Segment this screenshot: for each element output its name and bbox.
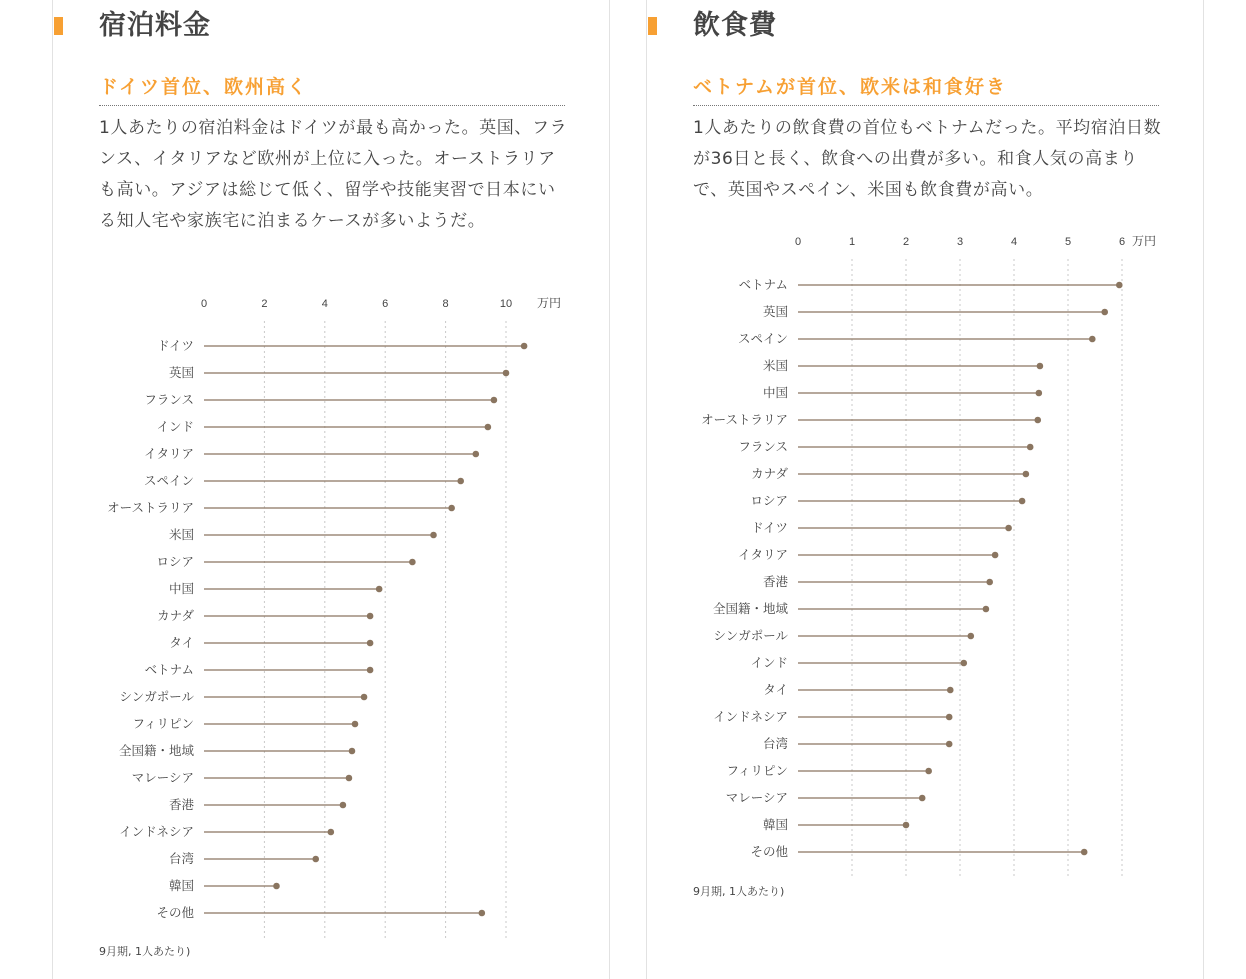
tick-label: 0 [200, 298, 208, 310]
category-label: マレーシア [131, 770, 194, 785]
data-point [479, 910, 486, 917]
category-label: オーストラリア [107, 500, 194, 515]
data-point [367, 640, 374, 647]
data-point [992, 552, 999, 559]
tick-label: 2 [902, 236, 910, 248]
category-label: ロシア [156, 554, 194, 569]
data-point [1034, 417, 1041, 424]
data-point [946, 714, 953, 721]
category-label: イタリア [737, 547, 788, 562]
subtitle: ベトナムが首位、欧米は和食好き [693, 72, 1159, 106]
category-label: フランス [144, 392, 194, 407]
data-point [1036, 390, 1043, 397]
data-point [1081, 849, 1088, 856]
data-point [352, 721, 359, 728]
subtitle: ドイツ首位、欧州高く [99, 72, 565, 106]
food-chart [647, 228, 1203, 888]
data-point [457, 478, 464, 485]
tick-label: 10 [499, 298, 513, 310]
data-point [448, 505, 455, 512]
page-title: 飲食費 [693, 10, 777, 41]
tick-label: 8 [442, 298, 449, 310]
category-label: 全国籍・地域 [712, 601, 788, 616]
category-label: 中国 [168, 581, 194, 596]
title-accent-bar [648, 17, 657, 35]
category-label: 韓国 [168, 878, 194, 893]
category-label: フィリピン [132, 716, 194, 731]
tick-label: 1 [848, 236, 856, 248]
data-point [903, 822, 910, 829]
right-card [646, 0, 1204, 979]
data-point [409, 559, 416, 566]
category-label: ドイツ [751, 520, 788, 535]
category-label: ドイツ [157, 338, 194, 353]
data-point [376, 586, 383, 593]
category-label: その他 [156, 905, 194, 920]
data-point [968, 633, 975, 640]
tick-label: 5 [1064, 236, 1072, 248]
category-label: スペイン [143, 473, 194, 488]
category-label: タイ [169, 635, 194, 650]
category-label: フィリピン [726, 763, 788, 778]
data-point [983, 606, 990, 613]
data-point [491, 397, 498, 404]
category-label: 全国籍・地域 [118, 743, 194, 758]
data-point [346, 775, 353, 782]
data-point [1019, 498, 1026, 505]
category-label: 台湾 [762, 736, 788, 751]
data-point [925, 768, 932, 775]
chart-note: 9月期, 1人あたり) [99, 945, 191, 958]
tick-label: 2 [261, 298, 268, 310]
category-label: 英国 [762, 304, 788, 319]
data-point [349, 748, 356, 755]
category-label: 香港 [168, 797, 194, 812]
category-label: 香港 [762, 574, 788, 589]
data-point [328, 829, 335, 836]
category-label: 米国 [168, 527, 194, 542]
category-label: 韓国 [762, 817, 788, 832]
tick-label: 6 [1118, 236, 1126, 248]
data-point [312, 856, 319, 863]
category-label: スペイン [737, 331, 788, 346]
data-point [1089, 336, 1096, 343]
category-label: オーストラリア [701, 412, 788, 427]
category-label: シンガポール [713, 628, 788, 643]
data-point [367, 667, 374, 674]
data-point [1027, 444, 1034, 451]
category-label: 中国 [762, 385, 788, 400]
category-label: その他 [750, 844, 788, 859]
title-accent-bar [54, 17, 63, 35]
data-point [1023, 471, 1030, 478]
data-point [430, 532, 437, 539]
tick-label: 6 [382, 298, 389, 310]
category-label: ロシア [750, 493, 788, 508]
page-title: 宿泊料金 [99, 10, 211, 41]
data-point [340, 802, 347, 809]
accommodation-chart [53, 290, 609, 950]
category-label: タイ [763, 682, 788, 697]
category-label: インドネシア [713, 709, 788, 724]
category-label: インドネシア [119, 824, 194, 839]
description: 1人あたりの飲食費の首位もベトナムだった。平均宿泊日数が36日と長く、飲食への出費が多い。和食人気の高まりで、英国やスペイン、米国も飲食費が高い。 [693, 118, 1162, 200]
data-point [521, 343, 528, 350]
data-point [946, 741, 953, 748]
chart-note: 9月期, 1人あたり) [693, 885, 785, 898]
category-label: マレーシア [725, 790, 788, 805]
category-label: 英国 [168, 365, 194, 380]
category-label: 米国 [762, 358, 788, 373]
tick-label: 4 [1010, 236, 1018, 248]
tick-label: 4 [321, 298, 328, 310]
data-point [919, 795, 926, 802]
category-label: カナダ [157, 608, 194, 623]
tick-label: 0 [794, 236, 802, 248]
category-label: ベトナム [144, 662, 194, 677]
category-label: カナダ [751, 466, 788, 481]
data-point [1101, 309, 1108, 316]
tick-label: 3 [956, 236, 964, 248]
data-point [986, 579, 993, 586]
data-point [1116, 282, 1123, 289]
category-label: シンガポール [119, 689, 194, 704]
left-card [52, 0, 610, 979]
data-point [1005, 525, 1012, 532]
data-point [367, 613, 374, 620]
category-label: ベトナム [738, 277, 788, 292]
category-label: インド [750, 655, 788, 670]
category-label: 台湾 [168, 851, 194, 866]
description: 1人あたりの宿泊料金はドイツが最も高かった。英国、フランス、イタリアなど欧州が上位に入った。オーストラリアも高い。アジアは総じて低く、留学や技能実習で日本にいる知人宅や家族宅に泊まるケースが多いようだ。 [99, 118, 568, 231]
unit-label: 万円 [1132, 234, 1157, 248]
category-label: インド [156, 419, 194, 434]
data-point [947, 687, 954, 694]
data-point [960, 660, 967, 667]
unit-label: 万円 [537, 296, 562, 310]
data-point [273, 883, 280, 890]
data-point [473, 451, 480, 458]
data-point [1037, 363, 1044, 370]
category-label: イタリア [143, 446, 194, 461]
data-point [503, 370, 510, 377]
category-label: フランス [738, 439, 788, 454]
data-point [361, 694, 368, 701]
data-point [485, 424, 492, 431]
